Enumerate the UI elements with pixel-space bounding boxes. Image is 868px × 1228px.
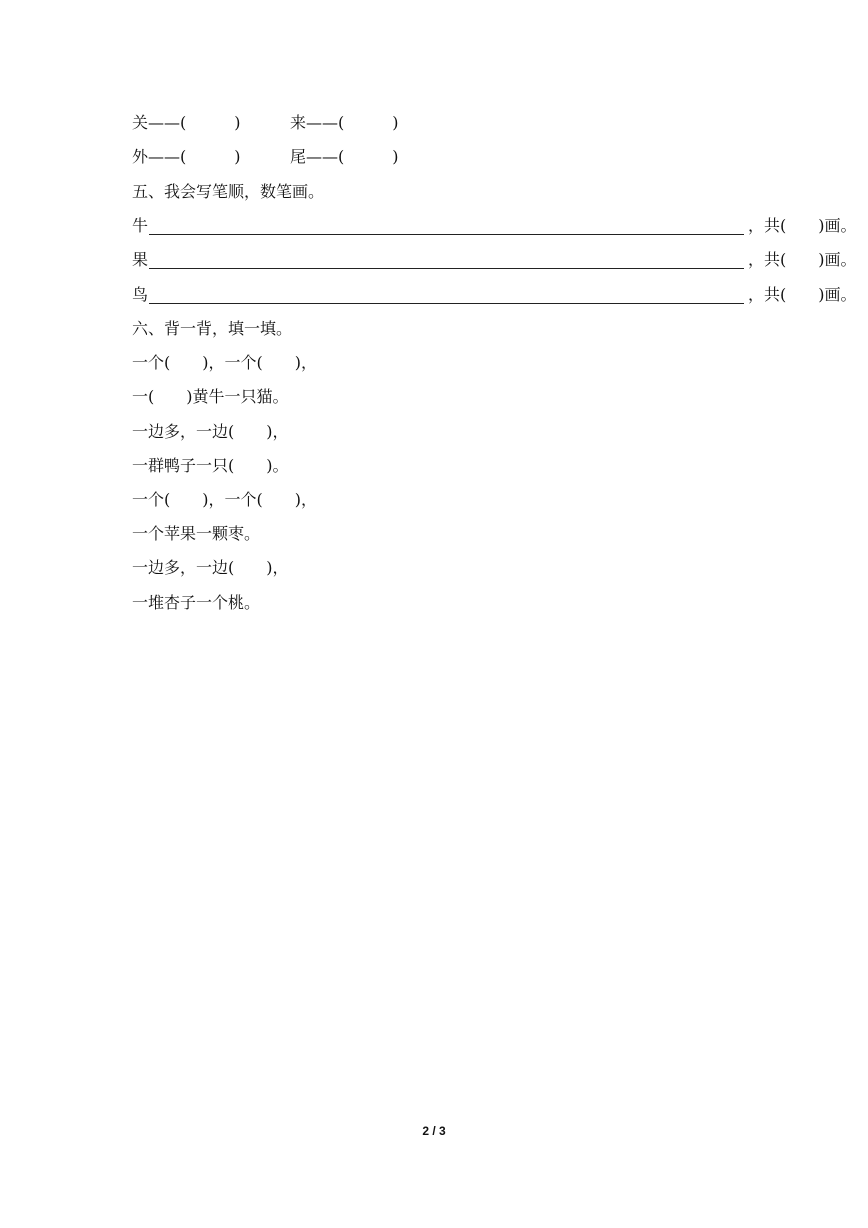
stroke-row-2 <box>132 249 857 271</box>
stroke-char: 牛 <box>132 216 149 235</box>
section-6-title: 六、背一背，填一填。 <box>132 319 293 338</box>
poem-line: 一个( )，一个( )， <box>132 490 317 509</box>
section-5-title: 五、我会写笔顺，数笔画。 <box>132 182 325 201</box>
poem-line: 一边多，一边( )， <box>132 558 289 577</box>
pair-item: 关——( ) <box>132 113 241 132</box>
pair-item: 外——( ) <box>132 147 241 166</box>
writing-line[interactable] <box>149 303 744 304</box>
pair-row-2 <box>132 146 532 168</box>
poem-line: 一( )黄牛一只猫。 <box>132 387 289 406</box>
poem-line: 一个苹果一颗枣。 <box>132 524 261 543</box>
stroke-count-blank: ，共( )画。 <box>748 216 857 235</box>
poem-line: 一边多，一边( )， <box>132 422 289 441</box>
page-number: 2 / 3 <box>422 1124 446 1138</box>
stroke-count-blank: ，共( )画。 <box>748 250 857 269</box>
poem-line: 一个( )，一个( )， <box>132 353 317 372</box>
poem-line: 一堆杏子一个桃。 <box>132 593 261 612</box>
stroke-row-3 <box>132 284 857 306</box>
poem-line: 一群鸭子一只( )。 <box>132 456 289 475</box>
pair-item: 来——( ) <box>290 113 399 132</box>
stroke-char: 鸟 <box>132 285 149 304</box>
pair-row-1 <box>132 112 532 134</box>
stroke-row-1 <box>132 215 857 237</box>
writing-line[interactable] <box>149 268 744 269</box>
stroke-char: 果 <box>132 250 149 269</box>
pair-item: 尾——( ) <box>290 147 399 166</box>
writing-line[interactable] <box>149 234 744 235</box>
stroke-count-blank: ，共( )画。 <box>748 285 857 304</box>
